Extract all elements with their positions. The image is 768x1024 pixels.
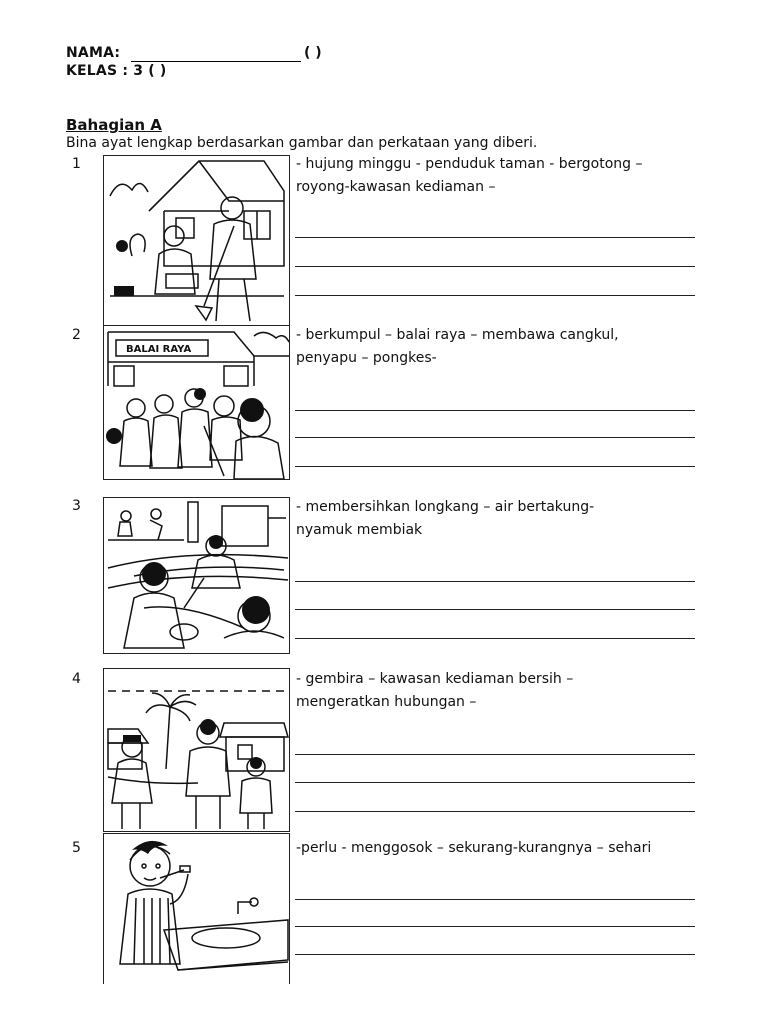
answer-line[interactable] xyxy=(295,811,695,812)
answer-line[interactable] xyxy=(295,954,695,955)
words-line: royong-kawasan kediaman – xyxy=(296,179,496,195)
words-line: - berkumpul – balai raya – membawa cangkul, xyxy=(296,327,619,343)
question-words xyxy=(296,496,706,542)
answer-line[interactable] xyxy=(295,437,695,438)
picture-gotong-royong-house xyxy=(103,155,290,327)
kelas-label: KELAS : 3 ( ) xyxy=(66,63,167,79)
question-number: 5 xyxy=(72,840,81,856)
question-words xyxy=(296,324,706,370)
picture-clean-neighbourhood xyxy=(103,668,290,832)
question-number: 1 xyxy=(72,156,81,172)
drain-cleaning-illustration xyxy=(104,498,289,653)
answer-line[interactable] xyxy=(295,638,695,639)
question-words xyxy=(296,153,706,199)
words-line: penyapu – pongkes- xyxy=(296,350,437,366)
section-title: Bahagian A xyxy=(66,116,162,134)
answer-line[interactable] xyxy=(295,266,695,267)
answer-line[interactable] xyxy=(295,899,695,900)
words-line: - gembira – kawasan kediaman bersih – xyxy=(296,671,574,687)
question-number: 2 xyxy=(72,327,81,343)
answer-line[interactable] xyxy=(295,926,695,927)
answer-line[interactable] xyxy=(295,466,695,467)
question-number: 3 xyxy=(72,498,81,514)
answer-line[interactable] xyxy=(295,237,695,238)
answer-line[interactable] xyxy=(295,782,695,783)
gotong-royong-illustration xyxy=(104,156,289,326)
question-words xyxy=(296,668,706,714)
words-line: - membersihkan longkang – air bertakung- xyxy=(296,499,595,515)
clean-neighbourhood-illustration xyxy=(104,669,289,831)
balai-raya-sign-text: BALAI RAYA xyxy=(126,344,192,355)
words-line: -perlu - menggosok – sekurang-kurangnya – sehari xyxy=(296,840,652,856)
answer-line[interactable] xyxy=(295,581,695,582)
nama-number-paren: ( ) xyxy=(304,45,322,61)
answer-line[interactable] xyxy=(295,410,695,411)
brushing-teeth-illustration xyxy=(104,834,289,984)
picture-drain-cleaning xyxy=(103,497,290,654)
words-line: mengeratkan hubungan – xyxy=(296,694,477,710)
picture-balai-raya xyxy=(103,325,290,480)
words-line: nyamuk membiak xyxy=(296,522,423,538)
question-words xyxy=(296,837,706,860)
nama-blank-line[interactable] xyxy=(131,47,301,62)
answer-line[interactable] xyxy=(295,295,695,296)
nama-label: NAMA: xyxy=(66,45,121,61)
section-instruction: Bina ayat lengkap berdasarkan gambar dan perkataan yang diberi. xyxy=(66,135,538,151)
answer-line[interactable] xyxy=(295,609,695,610)
question-number: 4 xyxy=(72,671,81,687)
answer-line[interactable] xyxy=(295,754,695,755)
picture-brushing-teeth xyxy=(103,833,290,984)
words-line: - hujung minggu - penduduk taman - bergotong – xyxy=(296,156,643,172)
balai-raya-illustration xyxy=(104,326,289,479)
